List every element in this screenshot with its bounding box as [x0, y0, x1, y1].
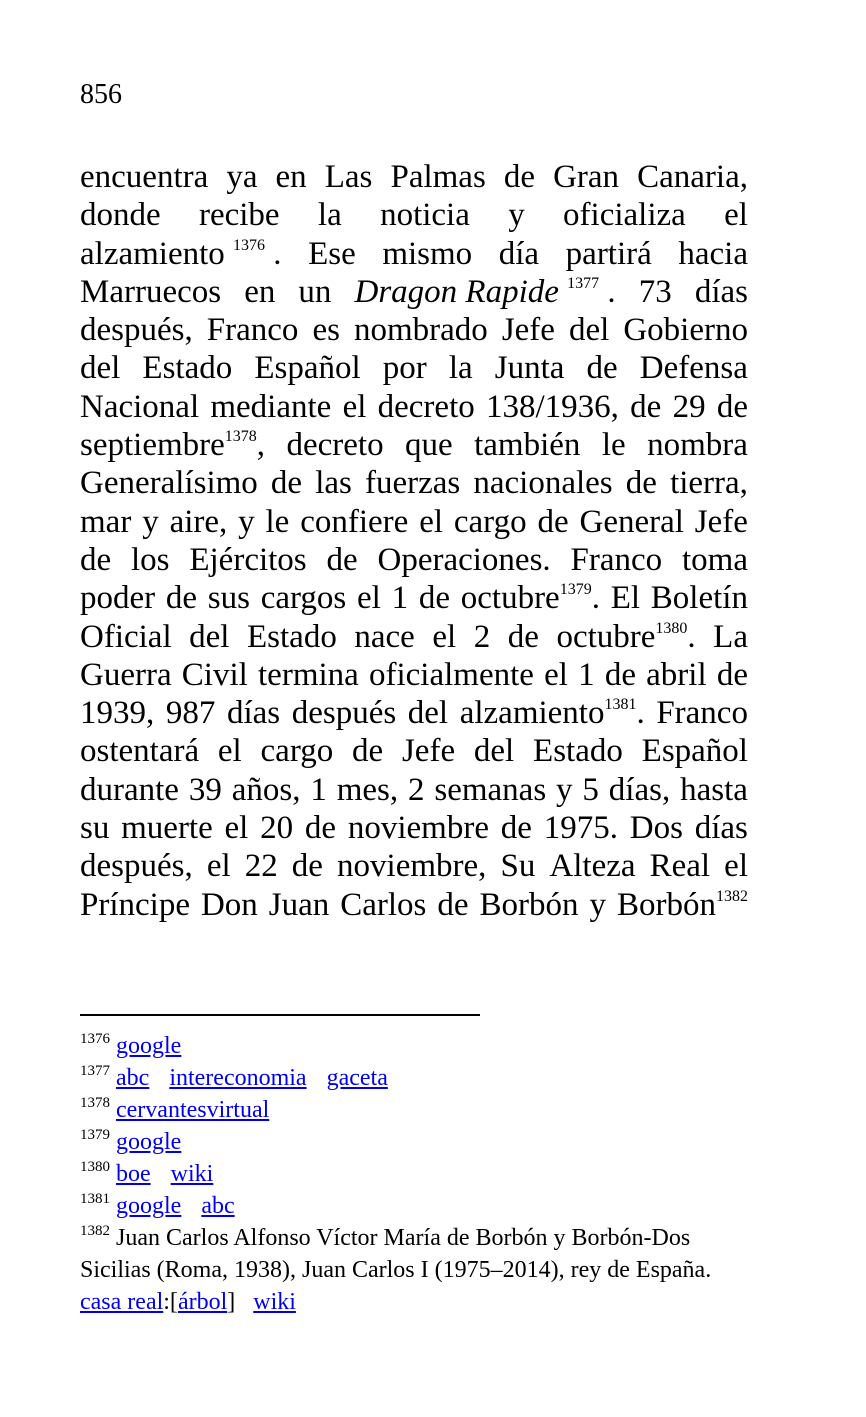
link-abc[interactable]: abc — [116, 1065, 150, 1091]
word: en — [275, 159, 307, 195]
footnote-number: 1378 — [80, 1095, 110, 1111]
word: 1939, — [80, 695, 155, 732]
word: octubre$^{1379}$. — [460, 580, 600, 617]
word: confiere — [300, 503, 409, 540]
word: toma — [682, 541, 748, 578]
body-line — [80, 311, 748, 349]
word: los — [131, 541, 170, 578]
word: 1975. — [543, 810, 618, 847]
word: un — [298, 273, 332, 310]
link-abc[interactable]: abc — [201, 1193, 235, 1219]
page-number: 856 — [80, 79, 122, 110]
word: fuerzas — [364, 465, 461, 502]
body-line — [80, 349, 748, 387]
word: años, — [231, 771, 301, 808]
word: 29 — [672, 388, 706, 425]
footnote-ref: 1382 — [715, 887, 748, 905]
footnote-number: 1379 — [80, 1127, 110, 1143]
word: ostentará — [80, 733, 200, 770]
body-text — [80, 158, 748, 924]
footnote-number: 1382 — [80, 1223, 110, 1239]
link-gaceta[interactable]: gaceta — [326, 1065, 388, 1091]
body-line — [80, 694, 748, 732]
word: Carlos — [340, 886, 427, 923]
word: 22 — [244, 848, 278, 885]
word: La — [713, 618, 748, 655]
footnote-1382-links — [80, 1286, 748, 1318]
word: el — [342, 388, 367, 425]
body-line — [80, 503, 748, 541]
footnote-ref: 1380 — [655, 619, 688, 637]
word: Don — [200, 886, 258, 923]
word: el — [224, 810, 249, 847]
word: días — [226, 695, 281, 732]
word: cargos — [260, 580, 347, 617]
body-line — [80, 235, 748, 273]
word: 987 — [165, 695, 216, 732]
word: de — [418, 580, 450, 617]
word: decreto — [286, 427, 384, 464]
link-wiki[interactable]: wiki — [253, 1289, 296, 1315]
word: termina — [258, 656, 359, 693]
word: noticia — [380, 197, 470, 234]
word: de — [291, 848, 323, 885]
word: en — [244, 273, 276, 310]
word: alzamiento $^{1376}$ . — [80, 235, 282, 272]
footnote-ref: 1378 — [224, 428, 257, 446]
word: de — [304, 810, 337, 847]
footnote-1378 — [80, 1094, 748, 1126]
word: después, — [80, 312, 193, 349]
word: y — [508, 197, 525, 234]
footnote-1379 — [80, 1126, 748, 1158]
footnote-1377 — [80, 1062, 748, 1094]
word: 2 — [408, 771, 425, 808]
footnote-ref: 1381 — [604, 696, 637, 714]
word: nombra — [647, 427, 748, 464]
body-line — [80, 541, 748, 579]
word: Nacional — [80, 388, 200, 425]
body-line — [80, 847, 748, 885]
footnote-1381 — [80, 1190, 748, 1222]
link-wiki[interactable]: wiki — [170, 1161, 214, 1187]
word: Español — [641, 733, 748, 770]
word: nombrado — [353, 312, 488, 349]
word: es — [312, 312, 340, 349]
word: del — [568, 312, 610, 349]
word: Operaciones. — [377, 541, 551, 578]
word: decreto — [377, 388, 475, 425]
word: del — [80, 350, 121, 387]
word: 20 — [260, 810, 294, 847]
body-line — [80, 273, 748, 311]
footnote-number: 1381 — [80, 1191, 110, 1207]
body-line — [80, 809, 748, 847]
word: 73 — [638, 273, 672, 310]
italic-title: Dragon Rapide — [354, 273, 559, 310]
body-line — [80, 886, 748, 924]
word: Dragon Rapide $^{1377}$ . — [354, 273, 616, 310]
word: Estado — [533, 733, 623, 770]
word: 1 — [391, 580, 409, 617]
word: 138/1936, — [486, 388, 619, 425]
word: la — [317, 197, 342, 234]
word: mismo — [382, 235, 473, 272]
word: le — [265, 503, 290, 540]
word: de — [270, 465, 303, 502]
footnote-ref: 1376 — [233, 236, 266, 254]
word: Príncipe — [80, 886, 190, 923]
link-google[interactable]: google — [116, 1129, 182, 1155]
word: sus — [207, 580, 250, 617]
word: después — [291, 695, 397, 732]
body-line — [80, 656, 748, 694]
word: Estado — [247, 618, 337, 655]
word: de — [500, 810, 532, 847]
word: de — [326, 541, 358, 578]
footnote-number: 1376 — [80, 1031, 110, 1047]
word: de — [716, 656, 748, 693]
word: nacionales — [473, 465, 613, 502]
word: el — [419, 503, 444, 540]
word: Estado — [142, 350, 233, 387]
word: por — [382, 350, 427, 387]
word: Defensa — [639, 350, 748, 387]
word: Junta — [494, 350, 565, 387]
body-line — [80, 464, 748, 502]
word: alzamiento$^{1381}$. — [459, 695, 645, 732]
word: el — [432, 618, 457, 655]
word: Boletín — [650, 580, 748, 617]
word: después, — [80, 848, 193, 885]
word: días — [694, 810, 748, 847]
word: recibe — [198, 197, 280, 234]
word: las — [315, 465, 352, 502]
word: y — [142, 503, 159, 540]
word: su — [80, 810, 110, 847]
word: 2 — [473, 618, 491, 655]
word: de — [503, 159, 536, 195]
word: mes, — [336, 771, 399, 808]
word: de — [165, 580, 198, 617]
link-arbol[interactable]: árbol — [177, 1289, 228, 1315]
word: Oficial — [80, 618, 172, 655]
word: Palmas — [390, 159, 486, 195]
word: semanas — [434, 771, 547, 808]
word: septiembre$^{1378}$, — [80, 427, 266, 464]
body-line — [80, 388, 748, 426]
word: durante — [80, 771, 179, 808]
word: 1 — [578, 656, 595, 693]
word: muerte — [121, 810, 213, 847]
footnote-ref: 1377 — [567, 274, 600, 292]
link-google[interactable]: google — [116, 1033, 182, 1059]
word: de — [625, 465, 657, 502]
word: Gran — [553, 159, 620, 195]
word: y — [556, 771, 573, 808]
word: Ejércitos — [189, 541, 307, 578]
link-casa-real[interactable]: casa real — [80, 1289, 164, 1315]
word: del — [473, 733, 515, 770]
word: mediante — [210, 388, 332, 425]
word: el — [724, 197, 748, 234]
footnote-1382-line2 — [80, 1254, 748, 1286]
word: de — [80, 541, 112, 578]
footnote-1382 — [80, 1222, 748, 1254]
word: Jefe — [694, 503, 748, 540]
word: Su — [500, 848, 536, 885]
word: Franco — [570, 541, 663, 578]
link-google[interactable]: google — [116, 1193, 182, 1219]
word: el — [544, 656, 568, 693]
word: Gobierno — [623, 312, 748, 349]
word: de — [586, 350, 618, 387]
word: de — [352, 733, 384, 770]
word: días — [694, 273, 748, 310]
word: Ese — [308, 235, 356, 272]
word: tierra, — [670, 465, 748, 502]
separator: ] — [227, 1289, 236, 1315]
word: de — [604, 656, 636, 693]
word: de — [437, 886, 469, 923]
word: la — [448, 350, 473, 387]
word: partirá — [565, 235, 652, 272]
word: de — [716, 388, 748, 425]
word: octubre$^{1380}$. — [556, 618, 696, 655]
word: que — [405, 427, 453, 464]
body-line — [80, 426, 748, 464]
word: poder — [80, 580, 156, 617]
word: y — [589, 886, 606, 923]
word: hasta — [680, 771, 748, 808]
word: hacia — [678, 235, 748, 272]
word: también — [474, 427, 581, 464]
word: General — [579, 503, 684, 540]
word: día — [498, 235, 540, 272]
word: donde — [80, 197, 161, 234]
link-cervantesvirtual[interactable]: cervantesvirtual — [116, 1097, 270, 1123]
word: cargo — [453, 503, 527, 540]
word: Franco — [206, 312, 299, 349]
word: y — [238, 503, 255, 540]
footnote-number: 1377 — [80, 1063, 110, 1079]
footnote-separator — [80, 1014, 480, 1016]
word: Jefe — [401, 733, 456, 770]
word: oficialmente — [369, 656, 534, 693]
word: Borbón$^{1382}$ — [616, 886, 748, 923]
word: Español — [254, 350, 361, 387]
body-line — [80, 196, 748, 234]
body-line — [80, 579, 748, 617]
word: de — [507, 618, 539, 655]
word: 1 — [310, 771, 327, 808]
link-intereconomia[interactable]: intereconomia — [169, 1065, 307, 1091]
word: Dos — [629, 810, 683, 847]
footnote-text-line — [80, 1222, 748, 1254]
word: nace — [354, 618, 415, 655]
footnote-1376 — [80, 1030, 748, 1062]
word: encuentra — [80, 159, 209, 195]
word: el — [217, 733, 242, 770]
word: Guerra — [80, 656, 172, 693]
separator: :[ — [163, 1289, 178, 1315]
word: noviembre, — [337, 848, 487, 885]
word: 39 — [188, 771, 222, 808]
word: el — [724, 848, 748, 885]
word: el — [206, 848, 231, 885]
word: del — [189, 618, 230, 655]
word: el — [357, 580, 381, 617]
footnote-text: Sicilias (Roma, 1938), Juan Carlos I (1975–2014), rey de España. — [80, 1257, 712, 1283]
word: le — [601, 427, 626, 464]
word: días, — [608, 771, 671, 808]
word: del — [407, 695, 449, 732]
footnote-text: Juan Carlos Alfonso Víctor María de Borbón y Borbón-Dos — [116, 1225, 691, 1251]
word: El — [610, 580, 641, 617]
word: oficializa — [563, 197, 686, 234]
word: de — [630, 388, 662, 425]
footnote-ref: 1379 — [559, 581, 592, 599]
body-line — [80, 732, 748, 770]
word: Generalísimo — [80, 465, 258, 502]
word: Franco — [656, 695, 748, 732]
footnote-1380 — [80, 1158, 748, 1190]
word: Marruecos — [80, 273, 222, 310]
word: ya — [226, 159, 258, 195]
word: Borbón — [479, 886, 579, 923]
body-line — [80, 771, 748, 809]
link-boe[interactable]: boe — [116, 1161, 151, 1187]
word: Canaria, — [637, 159, 748, 195]
word: Jefe — [501, 312, 555, 349]
word: aire, — [169, 503, 228, 540]
word: cargo — [260, 733, 334, 770]
word: Las — [324, 159, 373, 195]
footnote-number: 1380 — [80, 1159, 110, 1175]
word: Alteza — [549, 848, 636, 885]
word: abril — [646, 656, 707, 693]
word: de — [537, 503, 569, 540]
footnotes — [80, 1030, 748, 1318]
word: Civil — [181, 656, 248, 693]
word: mar — [80, 503, 132, 540]
word: noviembre — [347, 810, 489, 847]
body-line — [80, 618, 748, 656]
word: Real — [649, 848, 711, 885]
word: Juan — [268, 886, 330, 923]
body-line — [80, 158, 748, 196]
word: 5 — [582, 771, 599, 808]
